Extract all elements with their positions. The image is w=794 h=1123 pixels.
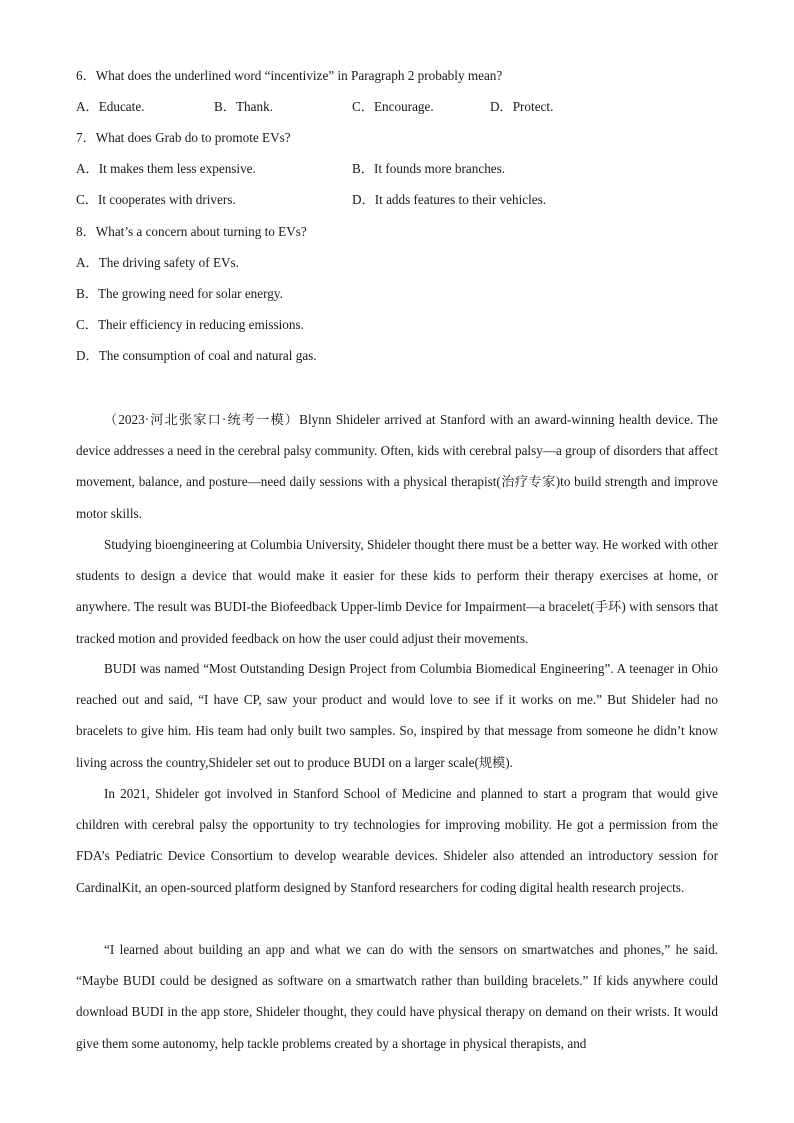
question-6-option-a: A．Educate. [76,99,145,114]
question-7-option-c: C．It cooperates with drivers. [76,192,236,207]
question-8-option-c: C．Their efficiency in reducing emissions. [76,317,304,332]
question-6-option-b: B．Thank. [214,99,273,114]
question-7-option-d: D．It adds features to their vehicles. [352,192,547,207]
passage-paragraph-1 [76,404,718,529]
passage-paragraph-2: Studying bioengineering at Columbia University, Shideler thought there must be a better way. He worked with other students to design a device that would make it easier for these kids to perform their therapy exercises at home, or anywhere. The result was BUDI-the Biofeedback Upper-limb Device for Impairment—a bracelet(手环) with sensors that tracked motion and provided feedback on how the user could adjust their movements. [76,537,718,646]
question-8-stem: 8．What’s a concern about turning to EVs? [76,224,307,239]
question-8-option-a: A．The driving safety of EVs. [76,255,239,270]
question-7-option-b: B．It founds more branches. [352,161,506,176]
question-6-option-d: D．Protect. [490,99,554,114]
passage-paragraph-4: In 2021, Shideler got involved in Stanford School of Medicine and planned to start a program that would give children with cerebral palsy the opportunity to try technologies for improving mobility. He got a permission from the FDA’s Pediatric Device Consortium to develop wearable devices. Shideler also attended an introductory session for CardinalKit, an open-sourced platform designed by Stanford researchers for coding digital health research projects. [76,786,718,895]
question-6-option-c: C．Encourage. [352,99,434,114]
question-7-stem: 7．What does Grab do to promote EVs? [76,130,291,145]
question-7-option-a: A．It makes them less expensive. [76,161,256,176]
question-8-option-b: B．The growing need for solar energy. [76,286,283,301]
passage-paragraph-5: “I learned about building an app and what we can do with the sensors on smartwatches and phones,” he said. “Maybe BUDI could be designed as software on a smartwatch rather than building bracelets.” If kids anywhere could download BUDI in the app store, Shideler thought, they could have physical therapy on demand on their wrists. It would give them some autonomy, help tackle problems created by a shortage in physical therapists, and [76,942,718,1051]
passage-source: （2023·河北张家口·统考一模） [104,412,300,427]
passage-paragraph-3: BUDI was named “Most Outstanding Design Project from Columbia Biomedical Engineering”. A teenager in Ohio reached out and said, “I have CP, saw your product and would love to see if it works on me.” But Shideler had no bracelets to give him. His team had only built two samples. So, inspired by that message from someone he didn’t know living across the country,Shideler set out to produce BUDI on a larger scale(规模). [76,661,718,770]
passage-paragraph-1-text: Blynn Shideler arrived at Stanford with an award-winning health device. The device addresses a need in the cerebral palsy community. Often, kids with cerebral palsy—a group of disorders that affect movement, balance, and posture—need daily sessions with a physical therapist(治疗专家)to build strength and improve motor skills. [76,412,718,521]
question-8-option-d: D．The consumption of coal and natural gas. [76,348,317,363]
question-6-stem: 6．What does the underlined word “incentivize” in Paragraph 2 probably mean? [76,68,503,83]
